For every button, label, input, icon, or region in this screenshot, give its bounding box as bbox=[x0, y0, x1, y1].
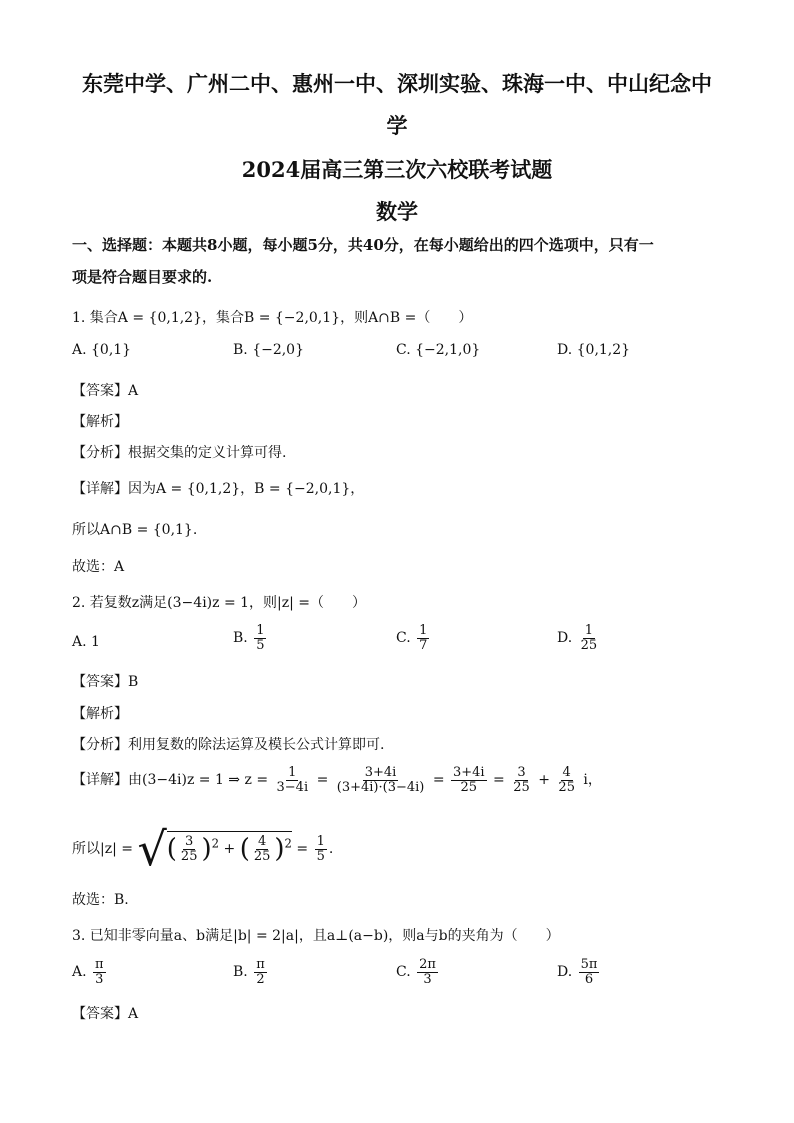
q2-modulus-result-den: 5 bbox=[316, 848, 325, 864]
q2-detail-suffix: i， bbox=[583, 772, 602, 789]
q3-option-c-den: 3 bbox=[423, 971, 432, 987]
q3-option-b-fraction bbox=[254, 958, 267, 986]
q3-option-d-num: 5π bbox=[580, 957, 598, 972]
q2-detail-frac1-den: 3−4i bbox=[276, 779, 309, 795]
q3-option-b-num: π bbox=[256, 957, 265, 972]
q2-answer: 【答案】B bbox=[72, 674, 139, 690]
q2-analysis: 【分析】利用复数的除法运算及模长公式计算即可. bbox=[72, 737, 385, 753]
q3-option-c-num: 2π bbox=[419, 957, 436, 972]
schools-title-line1: 东莞中学、广州二中、惠州一中、深圳实验、珠海一中、中山纪念中 bbox=[82, 71, 712, 96]
q1-answer: 【答案】A bbox=[72, 383, 139, 399]
q2-modulus bbox=[72, 822, 334, 876]
q3-option-c-fraction bbox=[417, 958, 438, 986]
q2-jiexi: 【解析】 bbox=[72, 706, 128, 722]
q2-modulus-frac-b-num: 4 bbox=[257, 833, 267, 849]
q3-option-a-fraction bbox=[93, 958, 106, 986]
q3-option-b-label: B. bbox=[233, 964, 248, 981]
q1-detail: 【详解】因为A = {0,1,2}，B = {−2,0,1}， bbox=[72, 481, 365, 497]
q1-option-a: A. {0,1} bbox=[72, 342, 132, 358]
q2-detail-frac2-den: (3+4i)·(3−4i) bbox=[336, 779, 425, 795]
q2-option-d-numerator: 1 bbox=[584, 623, 594, 638]
q3-option-a bbox=[72, 958, 108, 986]
square-exponent: 2 bbox=[211, 836, 220, 851]
q2-option-b-denominator: 5 bbox=[256, 637, 265, 653]
q1-result: 所以A∩B = {0,1}. bbox=[72, 522, 198, 538]
q2-detail-frac3-den: 25 bbox=[460, 779, 478, 795]
section1-heading-line2: 项是符合题目要求的. bbox=[72, 268, 213, 286]
schools-title-line2: 学 bbox=[386, 113, 408, 138]
q2-modulus-frac-a bbox=[179, 835, 200, 863]
q3-option-d-fraction bbox=[579, 958, 600, 986]
q1-option-d: D. {0,1,2} bbox=[557, 342, 631, 358]
q2-option-c-fraction bbox=[417, 624, 429, 652]
q3-option-b-den: 2 bbox=[256, 971, 265, 987]
q1-option-b: B. {−2,0} bbox=[233, 342, 304, 358]
q3-answer: 【答案】A bbox=[72, 1006, 139, 1022]
q2-option-d-denominator: 25 bbox=[580, 637, 598, 653]
q2-detail-frac2-num: 3+4i bbox=[364, 765, 397, 780]
q2-detail-frac4 bbox=[511, 766, 532, 794]
q2-detail-frac4-num: 3 bbox=[517, 765, 526, 780]
q2-option-c-label: C. bbox=[396, 630, 411, 647]
q3-option-c-label: C. bbox=[396, 964, 411, 981]
paren-open-icon: ( bbox=[239, 834, 250, 864]
paren-close-icon: ) bbox=[201, 834, 212, 864]
q2-option-a: A. 1 bbox=[72, 634, 100, 650]
q2-option-c-denominator: 7 bbox=[419, 637, 428, 653]
q3-option-c bbox=[396, 958, 440, 986]
q2-detail-prefix: 【详解】由(3−4i)z = 1 ⇒ z = bbox=[72, 772, 269, 789]
q2-detail-eq1: = bbox=[316, 772, 329, 789]
sqrt-icon: √ bbox=[137, 822, 167, 876]
q2-modulus-period: . bbox=[328, 841, 334, 857]
q1-jiexi: 【解析】 bbox=[72, 414, 128, 430]
q2-detail-frac1 bbox=[275, 766, 311, 794]
q2-option-c-numerator: 1 bbox=[419, 623, 428, 638]
q2-modulus-plus: + bbox=[223, 841, 236, 857]
q2-detail-plus: + bbox=[538, 772, 550, 789]
q2-detail-frac5 bbox=[556, 766, 577, 794]
q3-option-d-den: 6 bbox=[584, 971, 594, 987]
subject-title: 数学 bbox=[376, 199, 418, 224]
q2-modulus-frac-b bbox=[252, 835, 273, 863]
q3-stem: 3. 已知非零向量a、b满足|b| = 2|a|，且a⊥(a−b)，则a与b的夹角为（ ） bbox=[72, 928, 560, 944]
paren-close-icon: ) bbox=[274, 834, 285, 864]
square-exponent: 2 bbox=[284, 836, 292, 851]
q2-option-b-numerator: 1 bbox=[256, 623, 265, 638]
q2-modulus-frac-a-den: 25 bbox=[180, 848, 198, 864]
q2-modulus-eq: = bbox=[296, 841, 309, 857]
q2-modulus-frac-b-den: 25 bbox=[253, 848, 271, 864]
q1-choose: 故选：A bbox=[72, 559, 125, 575]
q2-detail-eq2: = bbox=[432, 772, 445, 789]
q3-option-b bbox=[233, 958, 269, 986]
q1-stem: 1. 集合A = {0,1,2}，集合B = {−2,0,1}，则A∩B =（ ） bbox=[72, 310, 473, 326]
q2-detail-frac2 bbox=[335, 766, 427, 794]
q2-option-d-fraction bbox=[579, 624, 600, 652]
q2-modulus-radicand bbox=[167, 831, 292, 864]
q2-detail-frac1-num: 1 bbox=[288, 765, 297, 780]
q2-option-b-fraction bbox=[254, 624, 266, 652]
q2-detail-frac4-den: 25 bbox=[513, 779, 530, 795]
q2-stem: 2. 若复数z满足(3−4i)z = 1，则|z| =（ ） bbox=[72, 595, 367, 611]
q2-detail bbox=[72, 766, 602, 794]
q3-option-a-num: π bbox=[95, 957, 104, 972]
paren-open-icon: ( bbox=[166, 834, 177, 864]
q2-option-d-label: D. bbox=[557, 630, 573, 647]
q3-option-a-den: 3 bbox=[95, 971, 104, 987]
exam-title: 2024届高三第三次六校联考试题 bbox=[241, 157, 553, 182]
q3-option-d-label: D. bbox=[557, 964, 573, 981]
q2-modulus-result bbox=[315, 835, 327, 863]
q1-analysis: 【分析】根据交集的定义计算可得. bbox=[72, 445, 287, 461]
q2-option-b bbox=[233, 624, 268, 652]
q2-modulus-prefix: 所以|z| = bbox=[72, 841, 133, 857]
q2-detail-frac5-num: 4 bbox=[562, 765, 571, 780]
q2-detail-frac5-den: 25 bbox=[558, 779, 575, 795]
q2-detail-frac3-num: 3+4i bbox=[453, 765, 485, 780]
q2-choose: 故选：B. bbox=[72, 892, 129, 908]
q2-detail-eq3: = bbox=[493, 772, 505, 789]
q3-option-a-label: A. bbox=[72, 964, 87, 981]
q3-option-d bbox=[557, 958, 601, 986]
q1-option-c: C. {−2,1,0} bbox=[396, 342, 481, 358]
q2-modulus-result-num: 1 bbox=[316, 833, 325, 849]
q2-modulus-frac-a-num: 3 bbox=[185, 833, 194, 849]
q2-option-b-label: B. bbox=[233, 630, 248, 647]
q2-option-d bbox=[557, 624, 601, 652]
q2-detail-frac3 bbox=[451, 766, 487, 794]
q2-option-c bbox=[396, 624, 431, 652]
section1-heading-line1: 一、选择题：本题共8小题，每小题5分，共40分，在每小题给出的四个选项中，只有一 bbox=[72, 236, 654, 254]
